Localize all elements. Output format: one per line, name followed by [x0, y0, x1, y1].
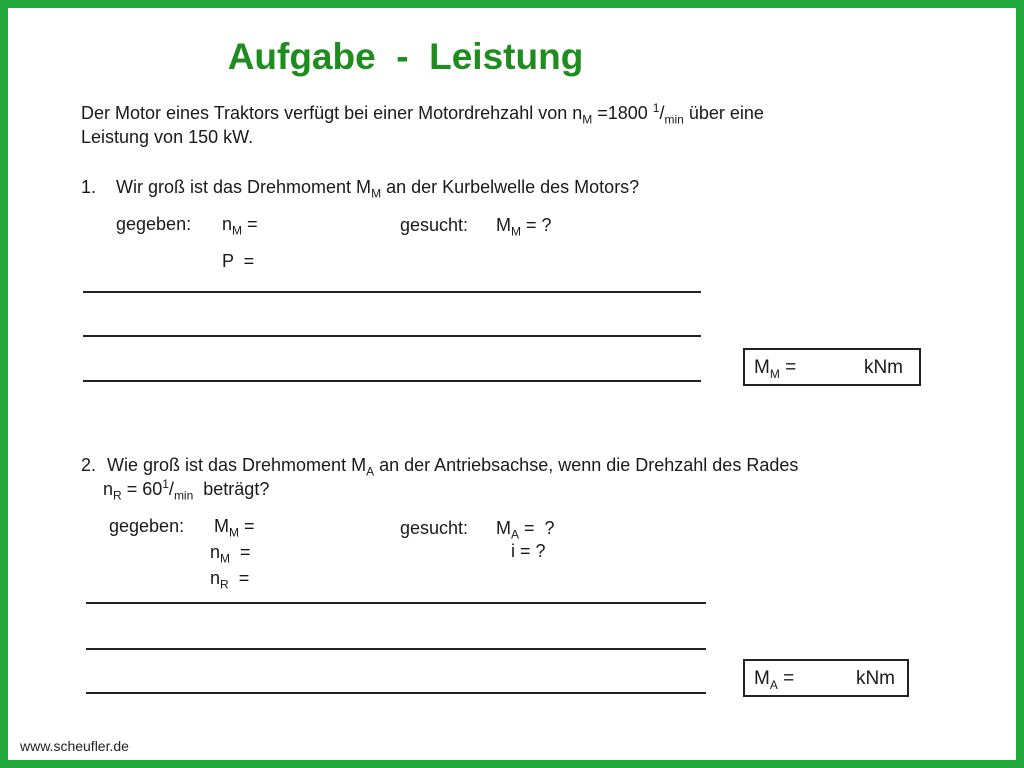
q2-result-box — [743, 659, 909, 697]
q2-result-label: $M_A$ = — [754, 668, 795, 692]
worksheet-slide — [8, 8, 1016, 760]
q1-answer-line-2 — [83, 335, 701, 337]
q2-answer-line-2 — [86, 648, 706, 650]
q2-text-line-1: Wie groß ist das Drehmoment $M_A$ an der Antriebsachse, wenn die Drehzahl des Rades — [107, 455, 799, 479]
q1-sought-mm: $M_M$ = ? — [496, 215, 552, 239]
q1-result-unit: kNm — [863, 357, 903, 378]
q1-given-p: P = — [222, 251, 255, 271]
intro-line-2: Leistung von 150 kW. — [81, 127, 254, 147]
q2-text-line-2: $n_R = 60^1/_{min}$ beträgt? — [103, 477, 270, 503]
q2-result-unit: kNm — [855, 668, 895, 689]
q1-given-nm: $n_M$ = — [222, 214, 258, 238]
q1-number: 1. — [81, 177, 97, 197]
q1-answer-line-3 — [83, 380, 701, 382]
q1-given-label: gegeben: — [116, 214, 192, 234]
q1-answer-line-1 — [83, 291, 701, 293]
q2-given-nm: $n_M$ = — [210, 542, 251, 566]
footer-url: www.scheufler.de — [20, 738, 129, 754]
q2-given-mm: $M_M$ = — [214, 516, 255, 540]
q2-number: 2. — [81, 455, 97, 475]
page-title: Aufgabe - Leistung — [227, 36, 584, 77]
q2-sought-label: gesucht: — [400, 518, 469, 538]
q2-answer-line-1 — [86, 602, 706, 604]
q1-sought-label: gesucht: — [400, 215, 469, 235]
q2-sought-ma: $M_A$ = ? — [496, 518, 555, 542]
q2-answer-line-3 — [86, 692, 706, 694]
intro-line-1: Der Motor eines Traktors verfügt bei einer Motordrehzahl von $n_M =1800$ $^1/_{min}$ über eine — [81, 101, 764, 127]
q1-result-label: $M_M$ = — [754, 357, 797, 381]
q2-sought-i: i = ? — [511, 541, 546, 561]
q2-given-nr: $n_R$ = — [210, 568, 250, 592]
q1-text: Wir groß ist das Drehmoment $M_M$ an der Kurbelwelle des Motors? — [116, 177, 640, 201]
q1-result-box — [743, 348, 921, 386]
q2-given-label: gegeben: — [109, 516, 185, 536]
